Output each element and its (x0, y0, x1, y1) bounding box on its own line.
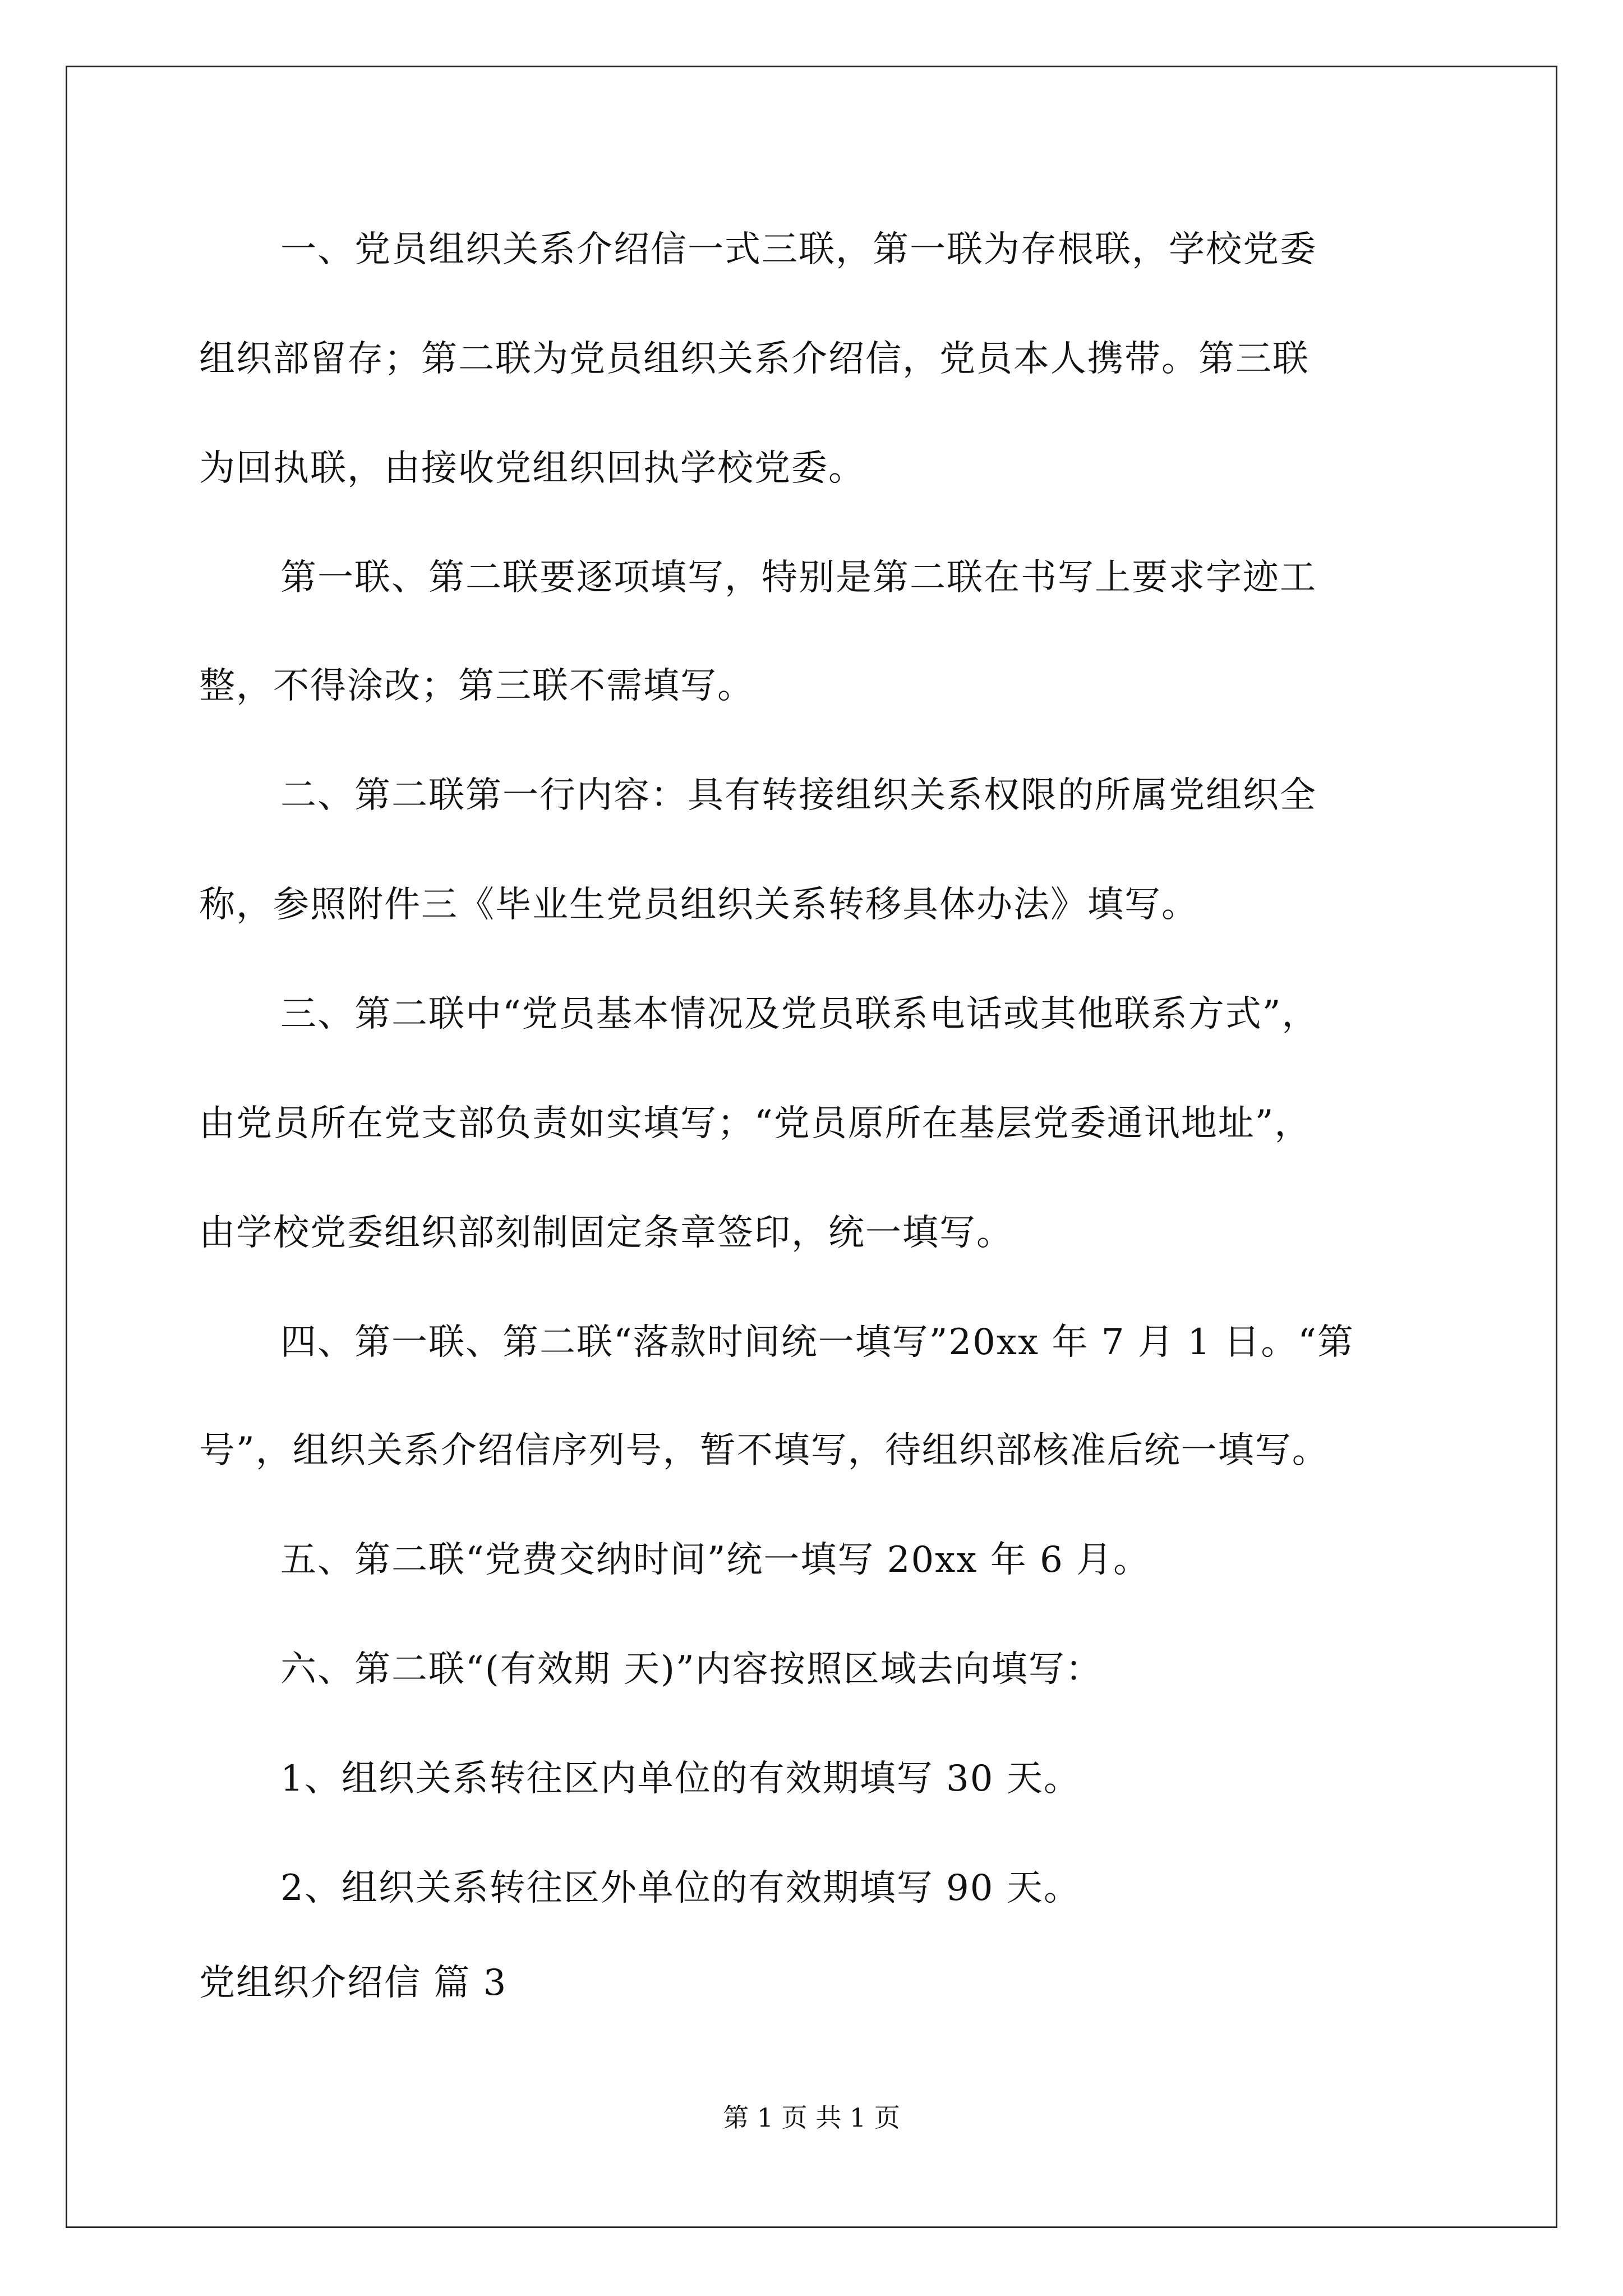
section-heading: 党组织介绍信 篇 3 (199, 1962, 508, 2004)
paragraph-5-line-1: 四、第一联、第二联“落款时间统一填写”20xx 年 7 月 1 日。“第 (280, 1322, 1354, 1363)
paragraph-2-line-2: 整，不得涂改；第三联不需填写。 (199, 665, 754, 707)
paragraph-3-line-2: 称，参照附件三《毕业生党员组织关系转移具体办法》填写。 (199, 884, 1198, 926)
paragraph-7: 六、第二联“(有效期 天)”内容按照区域去向填写： (280, 1649, 1103, 1690)
paragraph-4-line-3: 由学校党委组织部刻制固定条章签印，统一填写。 (199, 1212, 1013, 1254)
paragraph-1-line-2: 组织部留存；第二联为党员组织关系介绍信，党员本人携带。第三联 (199, 338, 1310, 380)
list-item-2: 2、组织关系转往区外单位的有效期填写 90 天。 (280, 1867, 1081, 1909)
paragraph-1-line-1: 一、党员组织关系介绍信一式三联，第一联为存根联，学校党委 (280, 229, 1317, 270)
paragraph-5-line-2: 号”，组织关系介绍信序列号，暂不填写，待组织部核准后统一填写。 (199, 1430, 1329, 1471)
list-item-1: 1、组织关系转往区内单位的有效期填写 30 天。 (280, 1758, 1081, 1800)
paragraph-1-line-3: 为回执联，由接收党组织回执学校党委。 (199, 448, 865, 489)
paragraph-6: 五、第二联“党费交纳时间”统一填写 20xx 年 6 月。 (280, 1539, 1151, 1581)
paragraph-4-line-2: 由党员所在党支部负责如实填写；“党员原所在基层党委通讯地址”， (199, 1103, 1312, 1144)
paragraph-3-line-1: 二、第二联第一行内容：具有转接组织关系权限的所属党组织全 (280, 775, 1317, 816)
page-footer: 第 1 页 共 1 页 (723, 2102, 900, 2133)
paragraph-4-line-1: 三、第二联中“党员基本情况及党员联系电话或其他联系方式”， (280, 993, 1319, 1035)
paragraph-2-line-1: 第一联、第二联要逐项填写，特别是第二联在书写上要求字迹工 (280, 557, 1317, 599)
